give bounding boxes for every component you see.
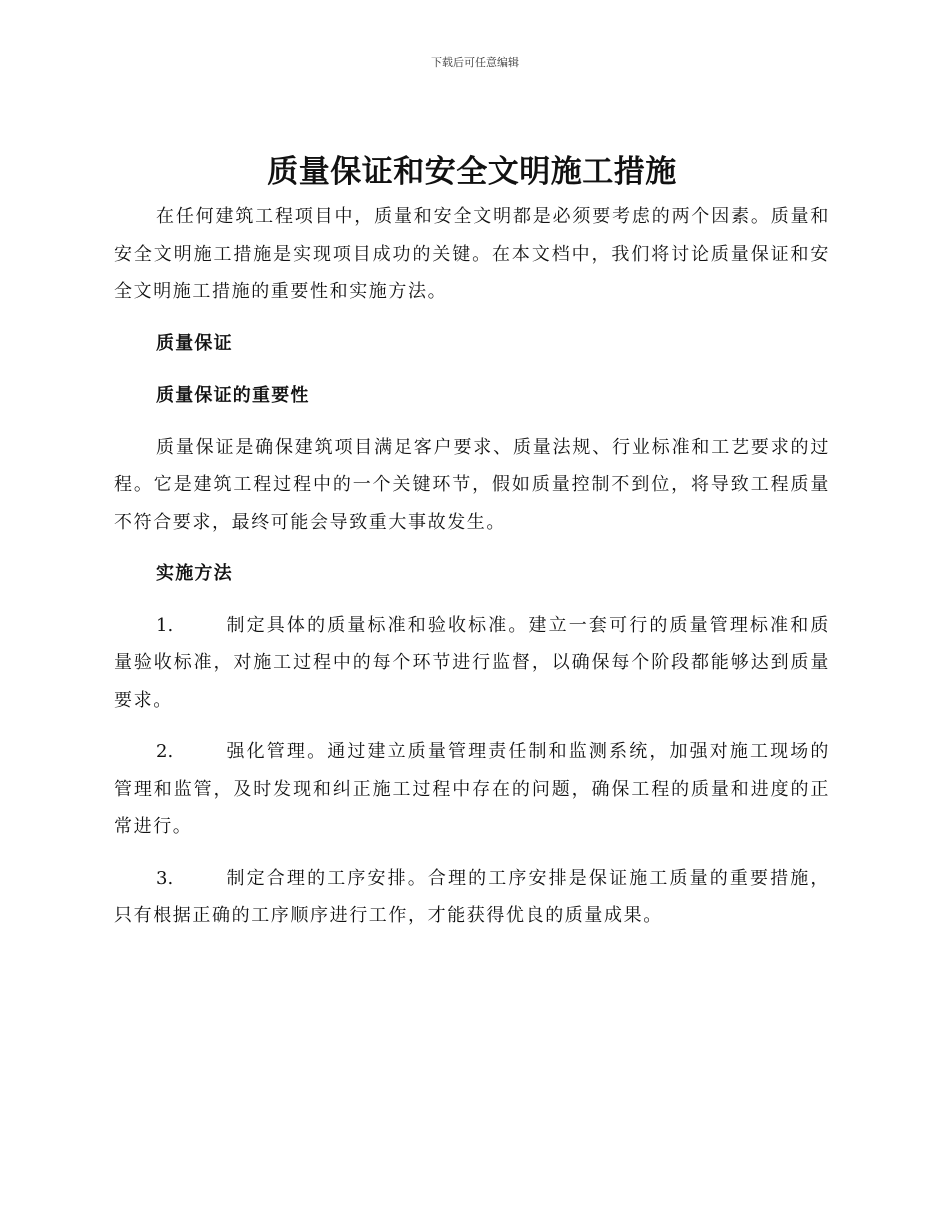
section-heading-quality-assurance: 质量保证 — [156, 332, 233, 354]
method-item-3 — [114, 860, 830, 935]
document-body — [114, 150, 830, 935]
method-number: 1. — [156, 614, 174, 636]
subheading-importance: 质量保证的重要性 — [156, 385, 310, 406]
method-text: 强化管理。通过建立质量管理责任制和监测系统，加强对施工现场的管理和监管，及时发现和纠正施工过程中存在的问题，确保工程的质量和进度的正常进行。 — [114, 741, 830, 837]
method-text: 制定具体的质量标准和验收标准。建立一套可行的质量管理标准和质量验收标准，对施工过程中的每个环节进行监督，以确保每个阶段都能够达到质量要求。 — [114, 614, 830, 711]
importance-paragraph: 质量保证是确保建筑项目满足客户要求、质量法规、行业标准和工艺要求的过程。它是建筑工程过程中的一个关键环节，假如质量控制不到位，将导致工程质量不符合要求，最终可能会导致重大事故发生。 — [114, 436, 830, 533]
method-number: 3. — [156, 867, 174, 889]
document-title: 质量保证和安全文明施工措施 — [267, 154, 677, 190]
intro-paragraph: 在任何建筑工程项目中，质量和安全文明都是必须要考虑的两个因素。质量和安全文明施工措施是实现项目成功的关键。在本文档中，我们将讨论质量保证和安全文明施工措施的重要性和实施方法。 — [114, 206, 830, 302]
subheading-methods: 实施方法 — [156, 563, 233, 584]
method-number: 2. — [156, 741, 174, 762]
method-item-2 — [114, 733, 830, 846]
page-header: 下载后可任意编辑 — [431, 56, 519, 69]
method-text: 制定合理的工序安排。合理的工序安排是保证施工质量的重要措施，只有根据正确的工序顺序进行工作，才能获得优良的质量成果。 — [114, 867, 830, 926]
method-item-1 — [114, 607, 830, 720]
